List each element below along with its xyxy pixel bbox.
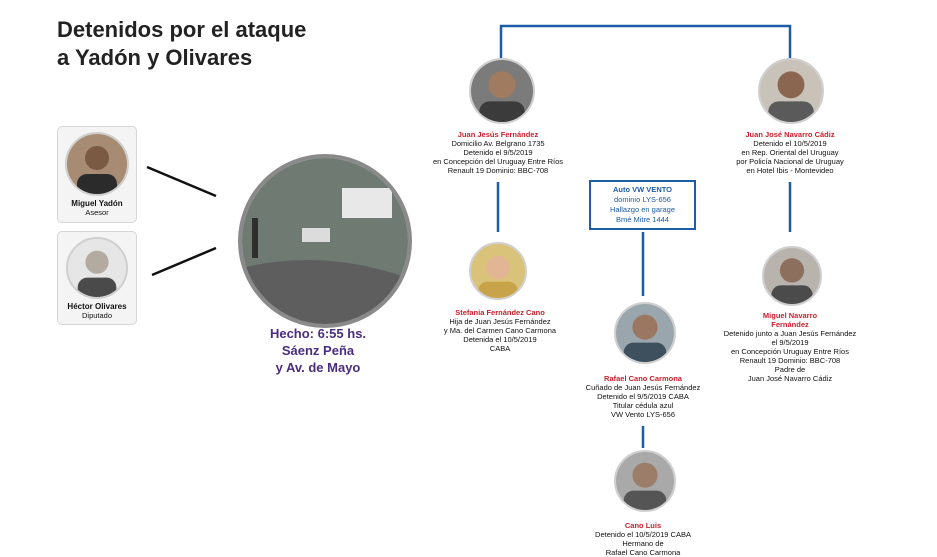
- avatar-miguel-navarro-fernandez: [762, 246, 822, 306]
- avatar: [66, 237, 128, 299]
- connector-olivares: [152, 248, 216, 275]
- person-miguel-navarro-fernandez: Miguel Navarro Fernández Detenido junto a Juan Jesús Fernández el 9/5/2019 en Concepción Uruguay Entre Ríos Renault 19 Dominio: BBC-708 Padre de Juan José Navarro Cádiz: [723, 311, 857, 383]
- avatar-rafael-cano-carmona: [614, 302, 676, 364]
- connector-yadon: [147, 167, 216, 196]
- victim-card-olivares: Héctor Olivares Diputado: [57, 231, 137, 325]
- crime-scene-photo: [238, 154, 412, 328]
- page-title: Detenidos por el ataque a Yadón y Olivares: [57, 17, 307, 70]
- hecho-label: Hecho: 6:55 hs. Sáenz Peña y Av. de Mayo: [269, 326, 367, 375]
- connector-top: [501, 26, 790, 60]
- avatar-stefania-fernandez-cano: [469, 242, 527, 300]
- car-info-box: Auto VW VENTO dominio LYS-656 Hallazgo en garage Bmé Mitre 1444: [589, 180, 696, 230]
- person-juan-jesus-fernandez: Juan Jesús Fernández Domicilio Av. Belgrano 1735 Detenido el 9/5/2019 en Concepción del Uruguay Entre Ríos Renault 19 Dominio: BBC-708: [432, 130, 564, 175]
- avatar-cano-luis: [614, 450, 676, 512]
- person-rafael-cano-carmona: Rafael Cano Carmona Cuñado de Juan Jesús Fernández Detenido el 9/5/2019 CABA Titular cédula azul VW Vento LYS-656: [585, 374, 701, 419]
- avatar-juan-jesus-fernandez: [469, 58, 535, 124]
- avatar: [65, 132, 129, 196]
- avatar-juan-jose-navarro-cadiz: [758, 58, 824, 124]
- person-stefania-fernandez-cano: Stefanía Fernández Cano Hija de Juan Jesús Fernández y Ma. del Carmen Cano Carmona Detenida el 10/5/2019 CABA: [443, 308, 557, 353]
- victim-card-yadon: Miguel Yadón Asesor: [57, 126, 137, 223]
- person-juan-jose-navarro-cadiz: Juan José Navarro Cádiz Detenido el 10/5/2019 en Rep. Oriental del Uruguay por Policía Nacional de Uruguay en Hotel Ibis - Montevideo: [736, 130, 844, 175]
- person-cano-luis: Cano Luis Detenido el 10/5/2019 CABA Hermano de Rafael Cano Carmona: [595, 521, 691, 557]
